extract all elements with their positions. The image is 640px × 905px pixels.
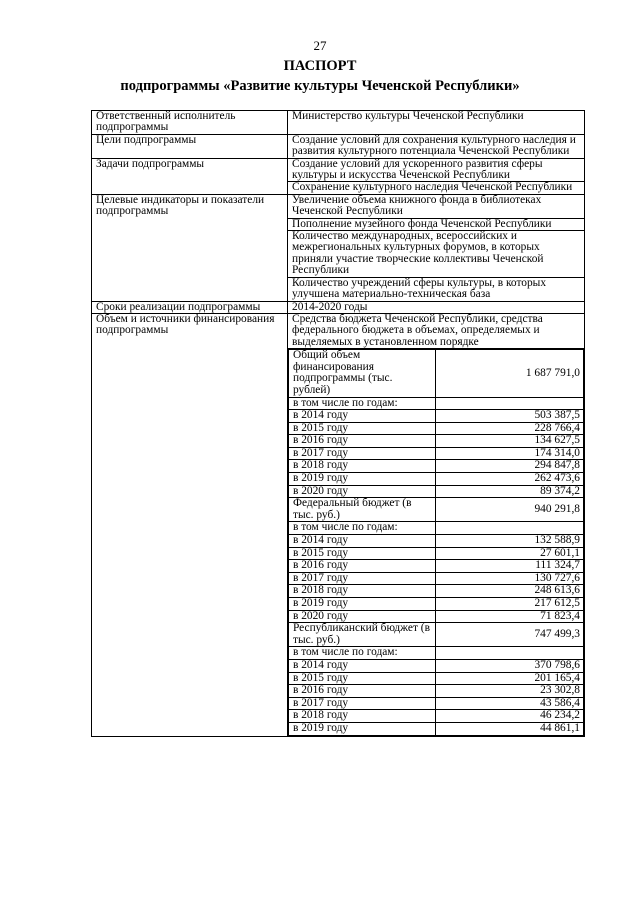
financing-year-row <box>289 485 584 498</box>
financing-amount: 89 374,2 <box>436 485 584 498</box>
row-value: Сохранение культурного наследия Чеченской Республики <box>288 182 585 194</box>
row-value: Создание условий для ускоренного развития сферы культуры и искусства Чеченской Республики <box>288 158 585 182</box>
financing-amount: 294 847,8 <box>436 460 584 473</box>
financing-label: в 2016 году <box>289 685 436 698</box>
row-value: Министерство культуры Чеченской Республики <box>288 111 585 135</box>
financing-year-row <box>289 685 584 698</box>
row-value: Количество международных, всероссийских и межрегиональных культурных форумов, в которых приняли участие творческие коллективы Чеченской Республики <box>288 231 585 278</box>
financing-year-row <box>289 572 584 585</box>
financing-year-row <box>289 722 584 735</box>
row-label: Задачи подпрограммы <box>92 158 288 194</box>
financing-label: Общий объем финансирования подпрограммы (тыс. рублей) <box>289 350 436 397</box>
financing-amount: 130 727,6 <box>436 572 584 585</box>
financing-amount: 370 798,6 <box>436 659 584 672</box>
financing-amount: 134 627,5 <box>436 435 584 448</box>
row-goals <box>92 134 585 158</box>
financing-amount: 201 165,4 <box>436 672 584 685</box>
financing-amount: 217 612,5 <box>436 598 584 611</box>
financing-label: в 2017 году <box>289 697 436 710</box>
financing-amount <box>436 522 584 535</box>
financing-label: в 2020 году <box>289 485 436 498</box>
financing-label: в том числе по годам: <box>289 522 436 535</box>
financing-amount: 174 314,0 <box>436 447 584 460</box>
financing-year-row <box>289 560 584 573</box>
financing-cell <box>288 313 585 736</box>
financing-label: в 2017 году <box>289 572 436 585</box>
financing-amount: 940 291,8 <box>436 498 584 522</box>
financing-amount: 262 473,6 <box>436 473 584 486</box>
financing-amount: 503 387,5 <box>436 410 584 423</box>
financing-label: в 2019 году <box>289 473 436 486</box>
row-label: Объем и источники финансирования подпрограммы <box>92 313 288 736</box>
financing-label: в 2017 году <box>289 447 436 460</box>
financing-year-row <box>289 598 584 611</box>
financing-label: Республиканский бюджет (в тыс. руб.) <box>289 623 436 647</box>
document-subtitle: подпрограммы «Развитие культуры Чеченской Республики» <box>120 78 520 94</box>
financing-year-row <box>289 410 584 423</box>
financing-label: в 2019 году <box>289 598 436 611</box>
financing-year-row <box>289 422 584 435</box>
financing-year-row <box>289 710 584 723</box>
financing-total-header <box>289 350 584 397</box>
financing-year-row <box>289 585 584 598</box>
financing-label: в 2014 году <box>289 410 436 423</box>
financing-label: в том числе по годам: <box>289 647 436 660</box>
row-tasks <box>92 158 585 182</box>
row-executor <box>92 111 585 135</box>
financing-republican-by-years <box>289 647 584 660</box>
row-value: Увеличение объема книжного фонда в библиотеках Чеченской Республики <box>288 194 585 218</box>
row-label: Ответственный исполнитель подпрограммы <box>92 111 288 135</box>
financing-label: в 2014 году <box>289 535 436 548</box>
financing-amount: 71 823,4 <box>436 610 584 623</box>
financing-federal-by-years <box>289 522 584 535</box>
financing-republican-header <box>289 623 584 647</box>
financing-label: Федеральный бюджет (в тыс. руб.) <box>289 498 436 522</box>
financing-year-row <box>289 610 584 623</box>
financing-label: в 2014 году <box>289 659 436 672</box>
financing-table <box>288 349 584 735</box>
row-value: Создание условий для сохранения культурного наследия и развития культурного потенциала Чеченской Республики <box>288 134 585 158</box>
financing-label: в том числе по годам: <box>289 397 436 410</box>
financing-label: в 2019 году <box>289 722 436 735</box>
document-title: ПАСПОРТ <box>283 58 357 74</box>
row-label: Сроки реализации подпрограммы <box>92 301 288 313</box>
financing-label: в 2020 году <box>289 610 436 623</box>
financing-amount: 111 324,7 <box>436 560 584 573</box>
financing-amount: 46 234,2 <box>436 710 584 723</box>
financing-amount: 44 861,1 <box>436 722 584 735</box>
row-value: Количество учреждений сферы культуры, в которых улучшена материально-техническая база <box>288 277 585 301</box>
financing-year-row <box>289 473 584 486</box>
financing-label: в 2015 году <box>289 547 436 560</box>
financing-amount <box>436 397 584 410</box>
passport-table <box>91 110 585 737</box>
financing-year-row <box>289 535 584 548</box>
financing-label: в 2015 году <box>289 422 436 435</box>
row-label: Цели подпрограммы <box>92 134 288 158</box>
financing-amount: 43 586,4 <box>436 697 584 710</box>
financing-label: в 2015 году <box>289 672 436 685</box>
financing-year-row <box>289 460 584 473</box>
row-financing <box>92 313 585 736</box>
row-value: Пополнение музейного фонда Чеченской Республики <box>288 218 585 230</box>
financing-amount: 248 613,6 <box>436 585 584 598</box>
financing-amount: 747 499,3 <box>436 623 584 647</box>
row-label: Целевые индикаторы и показатели подпрограммы <box>92 194 288 301</box>
page-number: 27 <box>313 38 327 53</box>
financing-year-row <box>289 447 584 460</box>
financing-amount: 23 302,8 <box>436 685 584 698</box>
financing-amount: 27 601,1 <box>436 547 584 560</box>
financing-amount: 1 687 791,0 <box>436 350 584 397</box>
financing-year-row <box>289 672 584 685</box>
financing-amount <box>436 647 584 660</box>
financing-label: в 2016 году <box>289 560 436 573</box>
financing-amount: 132 588,9 <box>436 535 584 548</box>
row-value: 2014-2020 годы <box>288 301 585 313</box>
financing-amount: 228 766,4 <box>436 422 584 435</box>
financing-total-by-years <box>289 397 584 410</box>
financing-description: Средства бюджета Чеченской Республики, средства федерального бюджета в объемах, определяемых и выделяемых в установленном порядке <box>288 314 584 349</box>
row-indicators <box>92 194 585 218</box>
financing-label: в 2016 году <box>289 435 436 448</box>
financing-label: в 2018 году <box>289 585 436 598</box>
financing-label: в 2018 году <box>289 460 436 473</box>
financing-year-row <box>289 659 584 672</box>
financing-federal-header <box>289 498 584 522</box>
row-terms <box>92 301 585 313</box>
financing-year-row <box>289 697 584 710</box>
financing-year-row <box>289 435 584 448</box>
financing-year-row <box>289 547 584 560</box>
financing-label: в 2018 году <box>289 710 436 723</box>
